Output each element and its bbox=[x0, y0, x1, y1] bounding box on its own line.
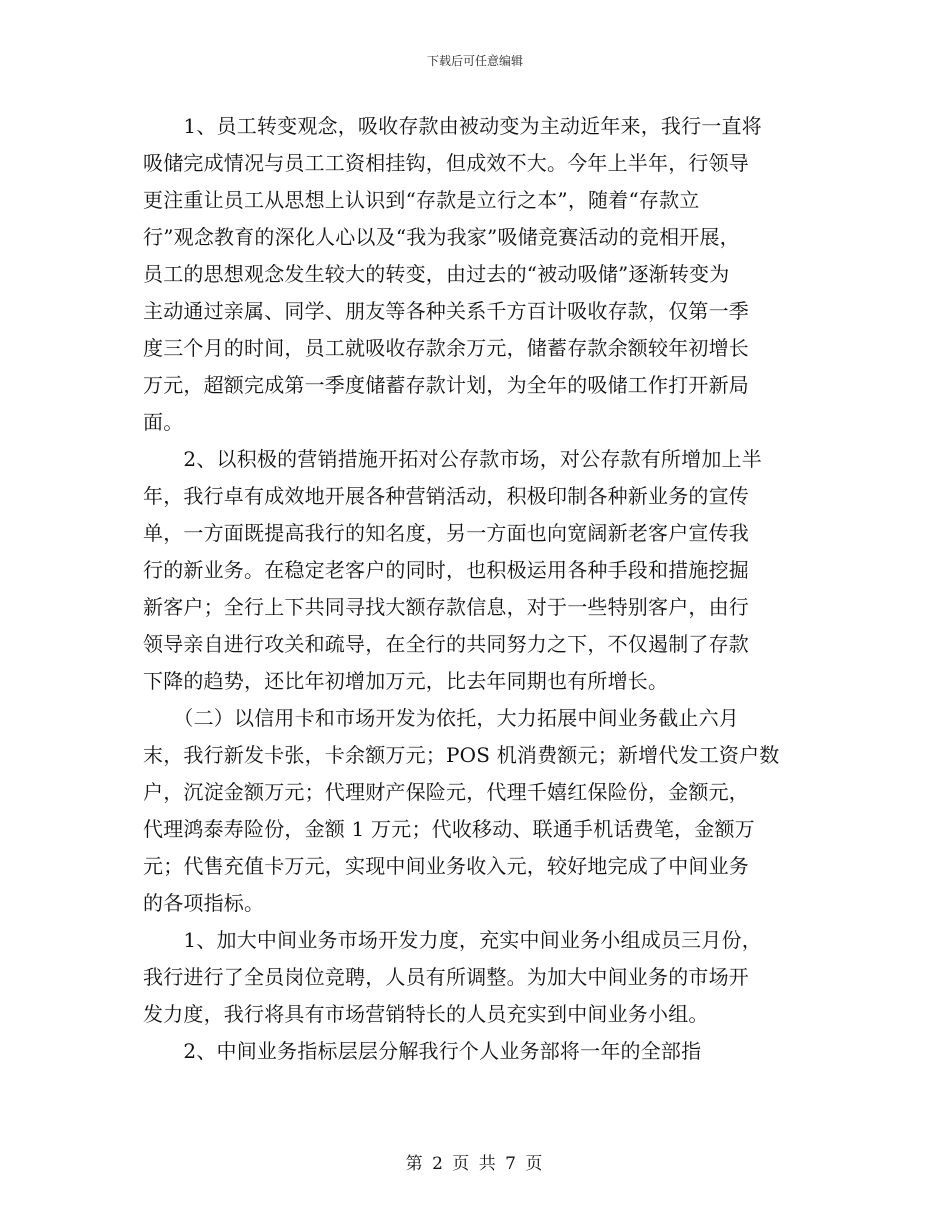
text-line: 年，我行卓有成效地开展各种营销活动，积极印制各种新业务的宣传 bbox=[143, 484, 749, 508]
text-line: 的各项指标。 bbox=[143, 891, 265, 915]
text-line: 1、员工转变观念，吸收存款由被动变为主动近年来，我行一直将 bbox=[143, 114, 762, 138]
text-line: 行”观念教育的深化人心以及“我为我家”吸储竞赛活动的竞相开展， bbox=[143, 225, 740, 249]
page-header: 下载后可任意编辑 bbox=[426, 54, 523, 68]
text-line: 下降的趋势，还比年初增加万元，比去年同期也有所增长。 bbox=[143, 669, 669, 693]
text-line: 代理鸿泰寿险份，金额 1 万元；代收移动、联通手机话费笔，金额万 bbox=[143, 817, 755, 841]
text-line: 元；代售充值卡万元，实现中间业务收入元，较好地完成了中间业务 bbox=[143, 854, 749, 878]
text-line: 2、中间业务指标层层分解我行个人业务部将一年的全部指 bbox=[143, 1039, 702, 1063]
text-line: 吸储完成情况与员工工资相挂钩，但成效不大。今年上半年，行领导 bbox=[143, 151, 749, 175]
text-line: 单，一方面既提高我行的知名度，另一方面也向宽阔新老客户宣传我 bbox=[143, 521, 749, 545]
paragraph-4 bbox=[143, 922, 811, 1033]
text-line: 发力度，我行将具有市场营销特长的人员充实到中间业务小组。 bbox=[143, 1002, 709, 1026]
text-line: 末，我行新发卡张，卡余额万元；POS 机消费额元；新增代发工资户数 bbox=[143, 743, 780, 767]
text-line: 面。 bbox=[143, 410, 184, 434]
text-line: 户，沉淀金额万元；代理财产保险元，代理千嬉红保险份，金额元， bbox=[143, 780, 749, 804]
document-body bbox=[143, 108, 811, 1070]
paragraph-5 bbox=[143, 1033, 811, 1070]
text-line: 我行进行了全员岗位竞聘，人员有所调整。为加大中间业务的市场开 bbox=[143, 965, 749, 989]
paragraph-1 bbox=[143, 108, 811, 441]
page-footer: 第 2 页 共 7 页 bbox=[405, 1154, 545, 1174]
text-line: 员工的思想观念发生较大的转变，由过去的“被动吸储”逐渐转变为 bbox=[143, 262, 730, 286]
paragraph-2 bbox=[143, 441, 811, 700]
paragraph-3 bbox=[143, 700, 811, 922]
text-line: 2、以积极的营销措施开拓对公存款市场，对公存款有所增加上半 bbox=[143, 447, 762, 471]
text-line: 更注重让员工从思想上认识到“存款是立行之本”，随着“存款立 bbox=[143, 188, 700, 212]
text-line: 主动通过亲属、同学、朋友等各种关系千方百计吸收存款，仅第一季 bbox=[143, 299, 749, 323]
text-line: 新客户；全行上下共同寻找大额存款信息，对于一些特别客户，由行 bbox=[143, 595, 749, 619]
text-line: 行的新业务。在稳定老客户的同时，也积极运用各种手段和措施挖掘 bbox=[143, 558, 749, 582]
text-line: 万元，超额完成第一季度储蓄存款计划，为全年的吸储工作打开新局 bbox=[143, 373, 749, 397]
text-line: 领导亲自进行攻关和疏导，在全行的共同努力之下，不仅遏制了存款 bbox=[143, 632, 749, 656]
text-line: （二）以信用卡和市场开发为依托，大力拓展中间业务截止六月 bbox=[143, 706, 739, 730]
text-line: 1、加大中间业务市场开发力度，充实中间业务小组成员三月份， bbox=[143, 928, 762, 952]
text-line: 度三个月的时间，员工就吸收存款余万元，储蓄存款余额较年初增长 bbox=[143, 336, 749, 360]
